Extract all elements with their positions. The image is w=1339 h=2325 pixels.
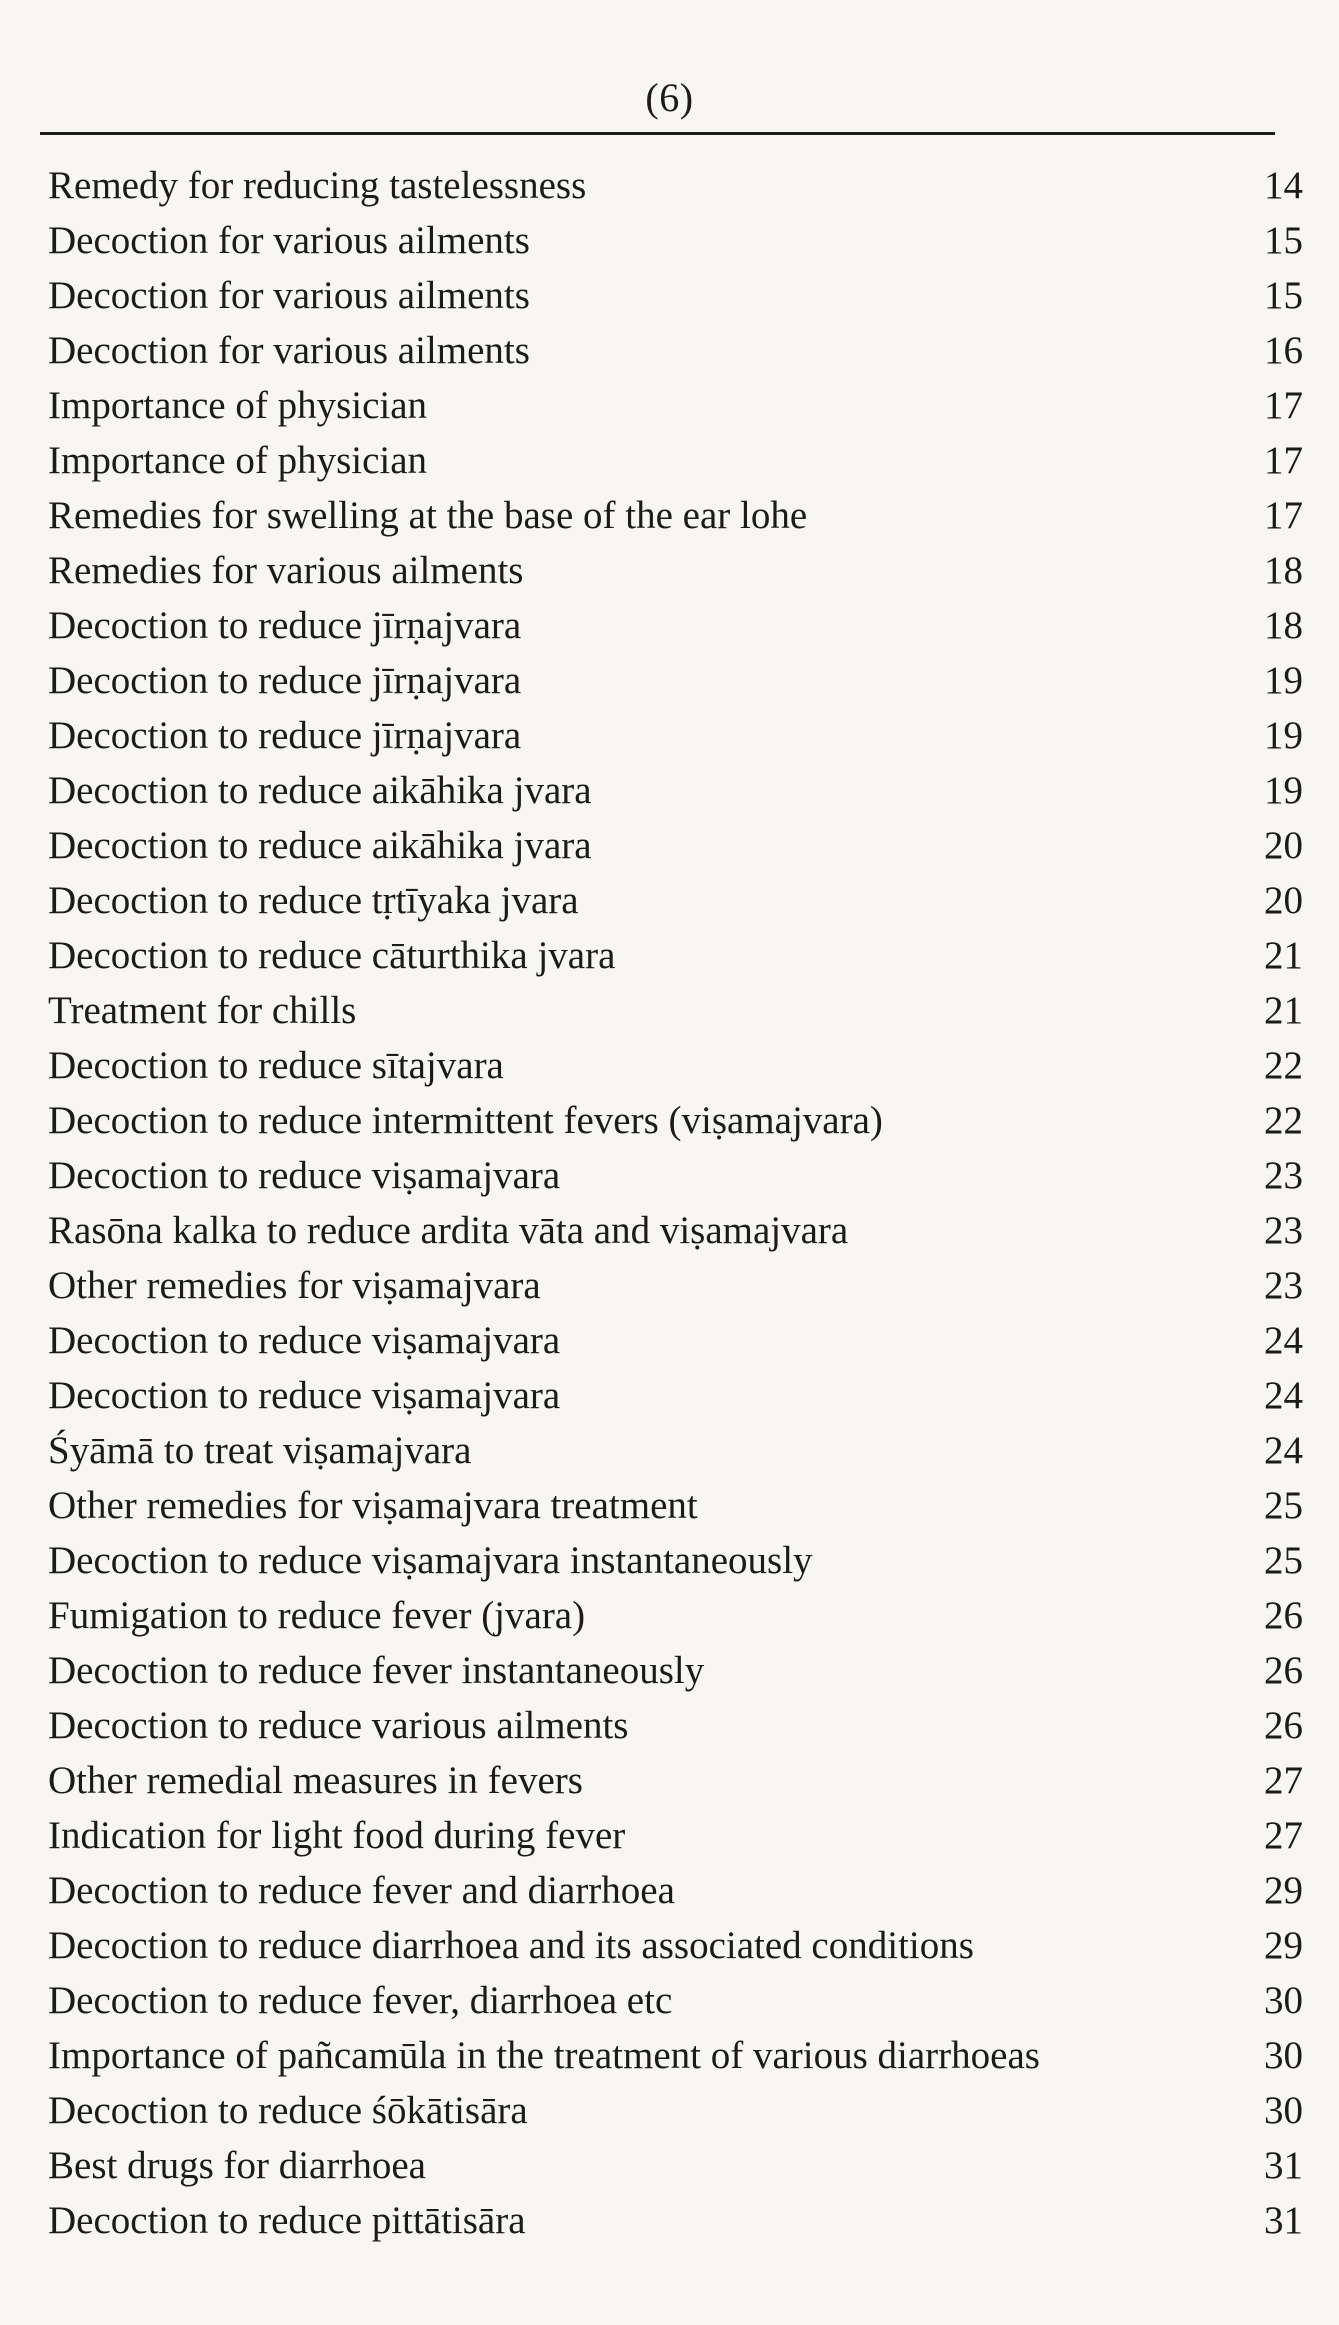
toc-entry-title: Decoction to reduce jīrṇajvara: [48, 714, 522, 757]
toc-entry: [48, 543, 1303, 598]
toc-entry-title: Decoction to reduce viṣamajvara: [48, 1319, 561, 1362]
toc-entry-page-number: 21: [1264, 989, 1303, 1032]
toc-entry: [48, 1038, 1303, 1093]
toc-entry-page-number: 20: [1264, 879, 1303, 922]
toc-entry-page-number: 27: [1264, 1814, 1303, 1857]
toc-entry-page-number: 25: [1264, 1539, 1303, 1582]
toc-entry: [48, 1973, 1303, 2028]
toc-entry-title: Decoction to reduce intermittent fevers (viṣamajvara): [48, 1099, 883, 1142]
toc-entry-title: Decoction to reduce viṣamajvara instantaneously: [48, 1539, 813, 1582]
toc-entry-page-number: 24: [1264, 1374, 1303, 1417]
toc-entry-title: Fumigation to reduce fever (jvara): [48, 1594, 586, 1637]
toc-entry-page-number: 30: [1264, 2089, 1303, 2132]
toc-entry-title: Decoction to reduce jīrṇajvara: [48, 604, 522, 647]
toc-entry: [48, 1093, 1303, 1148]
toc-entry-title: Importance of pañcamūla in the treatment of various diarrhoeas: [48, 2034, 1040, 2077]
toc-entry: [48, 818, 1303, 873]
toc-entry-page-number: 27: [1264, 1759, 1303, 1802]
toc-entry-page-number: 31: [1264, 2144, 1303, 2187]
header-rule: [40, 132, 1275, 135]
toc-entry: [48, 1423, 1303, 1478]
toc-entry-title: Decoction to reduce aikāhika jvara: [48, 769, 592, 812]
toc-entry-page-number: 20: [1264, 824, 1303, 867]
toc-entry-title: Decoction to reduce cāturthika jvara: [48, 934, 616, 977]
toc-entry-title: Rasōna kalka to reduce ardita vāta and viṣamajvara: [48, 1209, 849, 1252]
toc-entry-page-number: 29: [1264, 1924, 1303, 1967]
toc-entry-title: Indication for light food during fever: [48, 1814, 626, 1857]
toc-entry: [48, 1918, 1303, 1973]
toc-entry-page-number: 22: [1264, 1044, 1303, 1087]
toc-entry-page-number: 31: [1264, 2199, 1303, 2242]
toc-entry: [48, 983, 1303, 1038]
toc-entry: [48, 1643, 1303, 1698]
toc-entry-page-number: 26: [1264, 1704, 1303, 1747]
toc-entry: [48, 1588, 1303, 1643]
toc-entry: [48, 433, 1303, 488]
toc-entry-title: Decoction to reduce viṣamajvara: [48, 1154, 561, 1197]
toc-entry-page-number: 17: [1264, 384, 1303, 427]
toc-entry-title: Decoction to reduce various ailments: [48, 1704, 629, 1747]
toc-entry: [48, 268, 1303, 323]
toc-entry-title: Decoction to reduce śōkātisāra: [48, 2089, 528, 2132]
toc-entry: [48, 1533, 1303, 1588]
toc-entry: [48, 598, 1303, 653]
toc-entry: [48, 873, 1303, 928]
toc-entry-page-number: 26: [1264, 1594, 1303, 1637]
toc-entry: [48, 378, 1303, 433]
toc-entry-page-number: 29: [1264, 1869, 1303, 1912]
table-of-contents: [48, 158, 1303, 2248]
toc-entry-title: Best drugs for diarrhoea: [48, 2144, 426, 2187]
toc-entry: [48, 2138, 1303, 2193]
toc-entry-title: Decoction to reduce fever, diarrhoea etc: [48, 1979, 673, 2022]
toc-entry-title: Decoction to reduce fever instantaneously: [48, 1649, 705, 1692]
toc-entry: [48, 1478, 1303, 1533]
toc-entry-page-number: 24: [1264, 1429, 1303, 1472]
toc-entry: [48, 323, 1303, 378]
toc-entry-page-number: 30: [1264, 1979, 1303, 2022]
toc-entry-page-number: 19: [1264, 714, 1303, 757]
toc-entry-page-number: 23: [1264, 1154, 1303, 1197]
toc-entry-title: Decoction to reduce aikāhika jvara: [48, 824, 592, 867]
toc-entry-page-number: 22: [1264, 1099, 1303, 1142]
toc-entry-page-number: 17: [1264, 494, 1303, 537]
toc-entry: [48, 158, 1303, 213]
toc-entry-title: Decoction for various ailments: [48, 329, 530, 372]
toc-entry-title: Decoction to reduce viṣamajvara: [48, 1374, 561, 1417]
toc-entry-page-number: 25: [1264, 1484, 1303, 1527]
toc-entry-title: Importance of physician: [48, 439, 428, 482]
toc-entry: [48, 1258, 1303, 1313]
toc-entry: [48, 1368, 1303, 1423]
toc-entry: [48, 763, 1303, 818]
toc-entry-page-number: 16: [1264, 329, 1303, 372]
toc-entry: [48, 708, 1303, 763]
toc-entry-title: Decoction to reduce pittātisāra: [48, 2199, 526, 2242]
toc-entry-title: Treatment for chills: [48, 989, 357, 1032]
toc-entry-page-number: 23: [1264, 1264, 1303, 1307]
toc-entry-page-number: 18: [1264, 549, 1303, 592]
toc-entry-page-number: 30: [1264, 2034, 1303, 2077]
toc-entry: [48, 213, 1303, 268]
toc-entry-page-number: 19: [1264, 769, 1303, 812]
toc-entry-page-number: 21: [1264, 934, 1303, 977]
toc-entry-title: Other remedies for viṣamajvara: [48, 1264, 541, 1307]
toc-entry-title: Decoction to reduce jīrṇajvara: [48, 659, 522, 702]
toc-entry-title: Decoction for various ailments: [48, 274, 530, 317]
toc-entry: [48, 1203, 1303, 1258]
toc-entry-page-number: 19: [1264, 659, 1303, 702]
toc-entry-title: Remedies for various ailments: [48, 549, 524, 592]
toc-entry-page-number: 15: [1264, 274, 1303, 317]
toc-entry-title: Other remedies for viṣamajvara treatment: [48, 1484, 698, 1527]
page-number: (6): [645, 75, 694, 120]
toc-entry-page-number: 15: [1264, 219, 1303, 262]
toc-entry: [48, 1698, 1303, 1753]
toc-entry: [48, 488, 1303, 543]
toc-entry-title: Śyāmā to treat viṣamajvara: [48, 1429, 472, 1472]
toc-entry-page-number: 23: [1264, 1209, 1303, 1252]
toc-entry-title: Remedy for reducing tastelessness: [48, 164, 587, 207]
toc-entry: [48, 2193, 1303, 2248]
toc-entry: [48, 1313, 1303, 1368]
toc-entry: [48, 653, 1303, 708]
toc-entry-title: Other remedial measures in fevers: [48, 1759, 583, 1802]
toc-entry: [48, 1863, 1303, 1918]
toc-entry-page-number: 18: [1264, 604, 1303, 647]
toc-entry: [48, 2083, 1303, 2138]
toc-entry: [48, 1148, 1303, 1203]
toc-entry: [48, 928, 1303, 983]
toc-entry-page-number: 17: [1264, 439, 1303, 482]
toc-entry: [48, 1753, 1303, 1808]
toc-entry-page-number: 24: [1264, 1319, 1303, 1362]
toc-entry: [48, 1808, 1303, 1863]
toc-entry-title: Decoction to reduce diarrhoea and its associated conditions: [48, 1924, 974, 1967]
toc-entry-title: Importance of physician: [48, 384, 428, 427]
toc-entry: [48, 2028, 1303, 2083]
toc-entry-title: Decoction to reduce fever and diarrhoea: [48, 1869, 675, 1912]
toc-entry-page-number: 26: [1264, 1649, 1303, 1692]
toc-entry-title: Decoction to reduce sītajvara: [48, 1044, 504, 1087]
toc-entry-title: Decoction for various ailments: [48, 219, 530, 262]
toc-entry-title: Decoction to reduce tṛtīyaka jvara: [48, 879, 579, 922]
toc-entry-page-number: 14: [1264, 164, 1303, 207]
toc-entry-title: Remedies for swelling at the base of the ear lohe: [48, 494, 808, 537]
